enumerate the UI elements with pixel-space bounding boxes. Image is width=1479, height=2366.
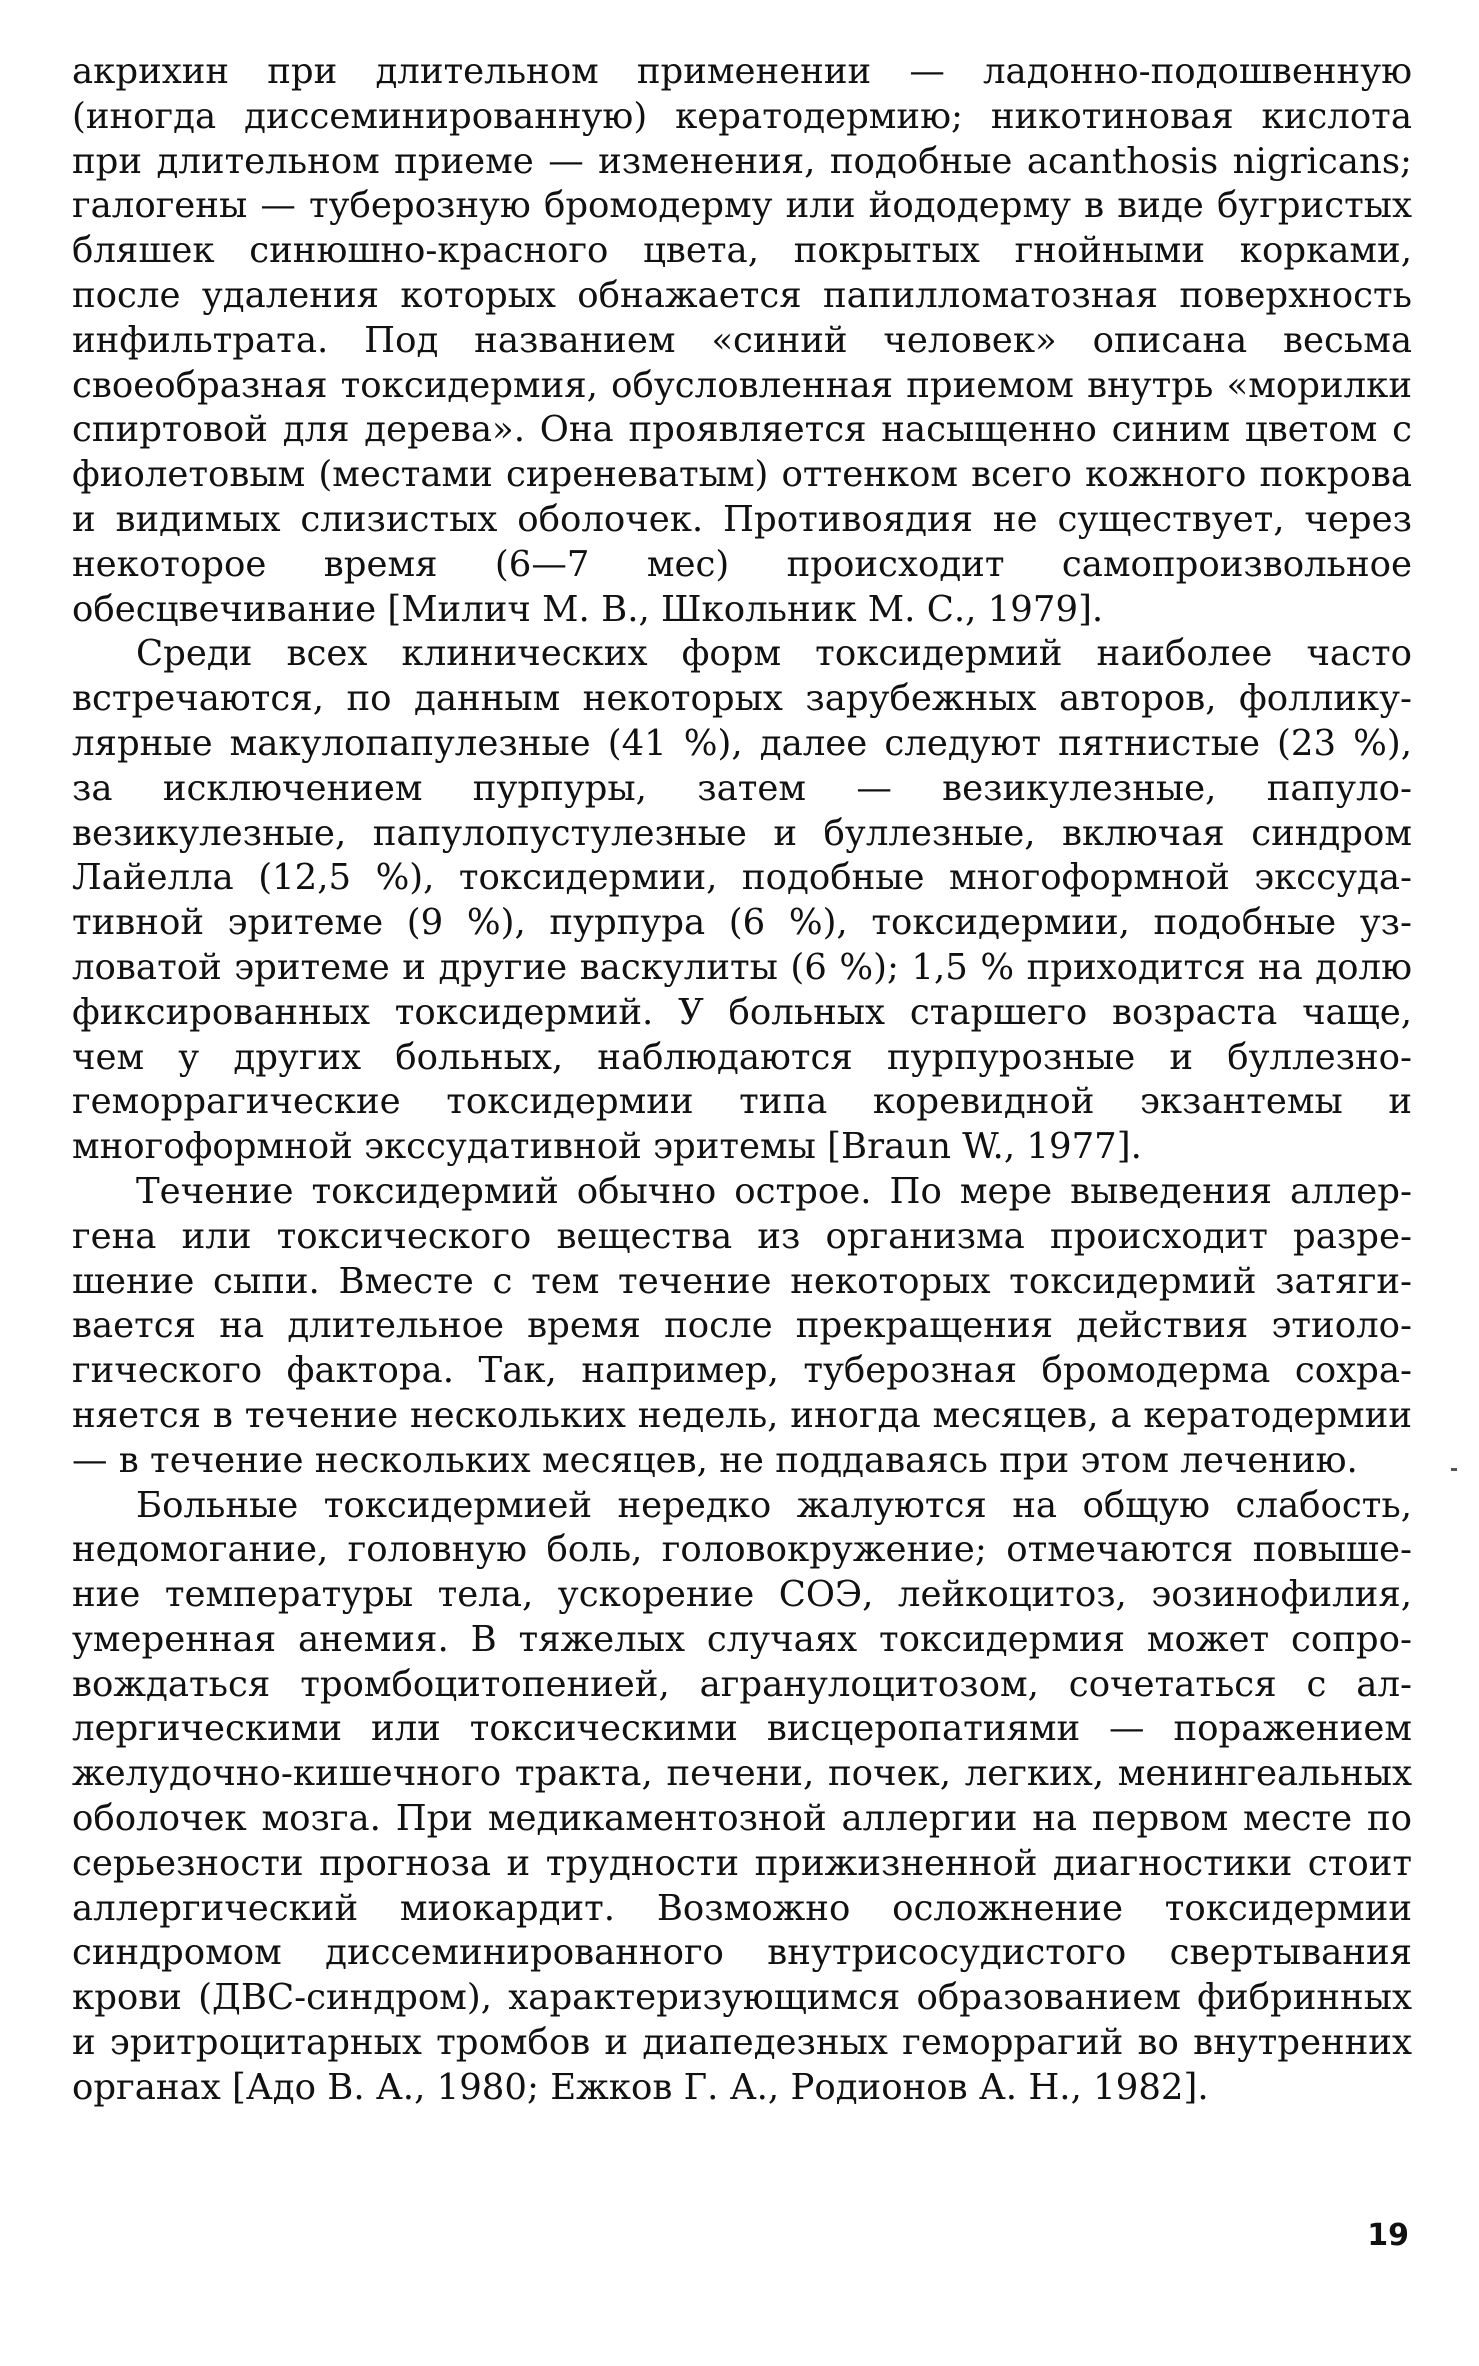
paragraph-clinical-forms: Среди всех клинических форм токсидермий наиболее часто встречаются, по данным некоторых зарубежных авторов, фолликулярные макулопапулезные (41 %), далее следуют пятнистые (23 %), за исключением пурпуры, затем — везикулезные, папуловезикулезные, папулопустулезные и буллезные, включая синдром Лайелла (12,5 %), токсидермии, подобные многоформной экссудативной эритеме (9 %), пурпура (6 %), токсидермии, подобные узловатой эритеме и другие васкулиты (6 %); 1,5 % приходится на долю фиксированных токсидермий. У больных старшего возраста чаще, чем у других больных, наблюдаются пурпурозные и буллезно-геморрагические токсидермии типа коревидной экзантемы и многоформной экссудативной эритемы [Braun W., 1977]. xyxy=(72,633,1412,1168)
scan-edge-mark xyxy=(1451,1468,1457,1471)
paragraph-symptoms: Больные токсидермией нередко жалуются на общую слабость, недомогание, головную боль, головокружение; отмечаются повышение температуры тела, ускорение СОЭ, лейкоцитоз, эозинофилия, умеренная анемия. В тяжелых случаях токсидермия может сопровождаться тромбоцитопенией, агранулоцитозом, сочетаться с аллергическими или токсическими висцеропатиями — поражением желудочно-кишечного тракта, печени, почек, легких, менингеальных оболочек мозга. При медикаментозной аллергии на первом месте по серьезности прогноза и трудности прижизненной диагностики стоит аллергический миокардит. Возможно осложнение токсидермии синдромом диссеминированного внутрисосудистого свертывания крови (ДВС-синдром), характеризующимся образованием фибринных и эритроцитарных тромбов и диапедезных геморрагий во внутренних органах [Адо В. А., 1980; Ежков Г. А., Родионов А. Н., 1982]. xyxy=(72,1484,1412,2108)
page-body xyxy=(72,50,1412,2111)
page-number: 19 xyxy=(1367,2218,1409,2253)
paragraph-continuation: акрихин при длительном применении — ладонно-подошвенную (иногда диссеминированную) кератодермию; никотиновая кислота при длительном приеме — изменения, подобные acanthosis nigricans; галогены — туберозную бромодерму или йододерму в виде бугристых бляшек синюшно-красного цвета, покрытых гнойными корками, после удаления которых обнажается папилломатозная поверхность инфильтрата. Под названием «синий человек» описана весьма своеобразная токсидермия, обусловленная приемом внутрь «морилки спиртовой для дерева». Она проявляется насыщенно синим цветом с фиолетовым (местами сиреневатым) оттенком всего кожного покрова и видимых слизистых оболочек. Противоядия не существует, через некоторое время (6—7 мес) происходит самопроизвольное обесцвечивание [Милич М. В., Школьник М. С., 1979]. xyxy=(72,51,1412,630)
paragraph-course: Течение токсидермий обычно острое. По мере выведения аллергена или токсического вещества из организма происходит разрешение сыпи. Вместе с тем течение некоторых токсидермий затягивается на длительное время после прекращения действия этиологического фактора. Так, например, туберозная бромодерма сохраняется в течение нескольких недель, иногда месяцев, а кератодермии — в течение нескольких месяцев, не поддаваясь при этом лечению. xyxy=(72,1170,1412,1481)
